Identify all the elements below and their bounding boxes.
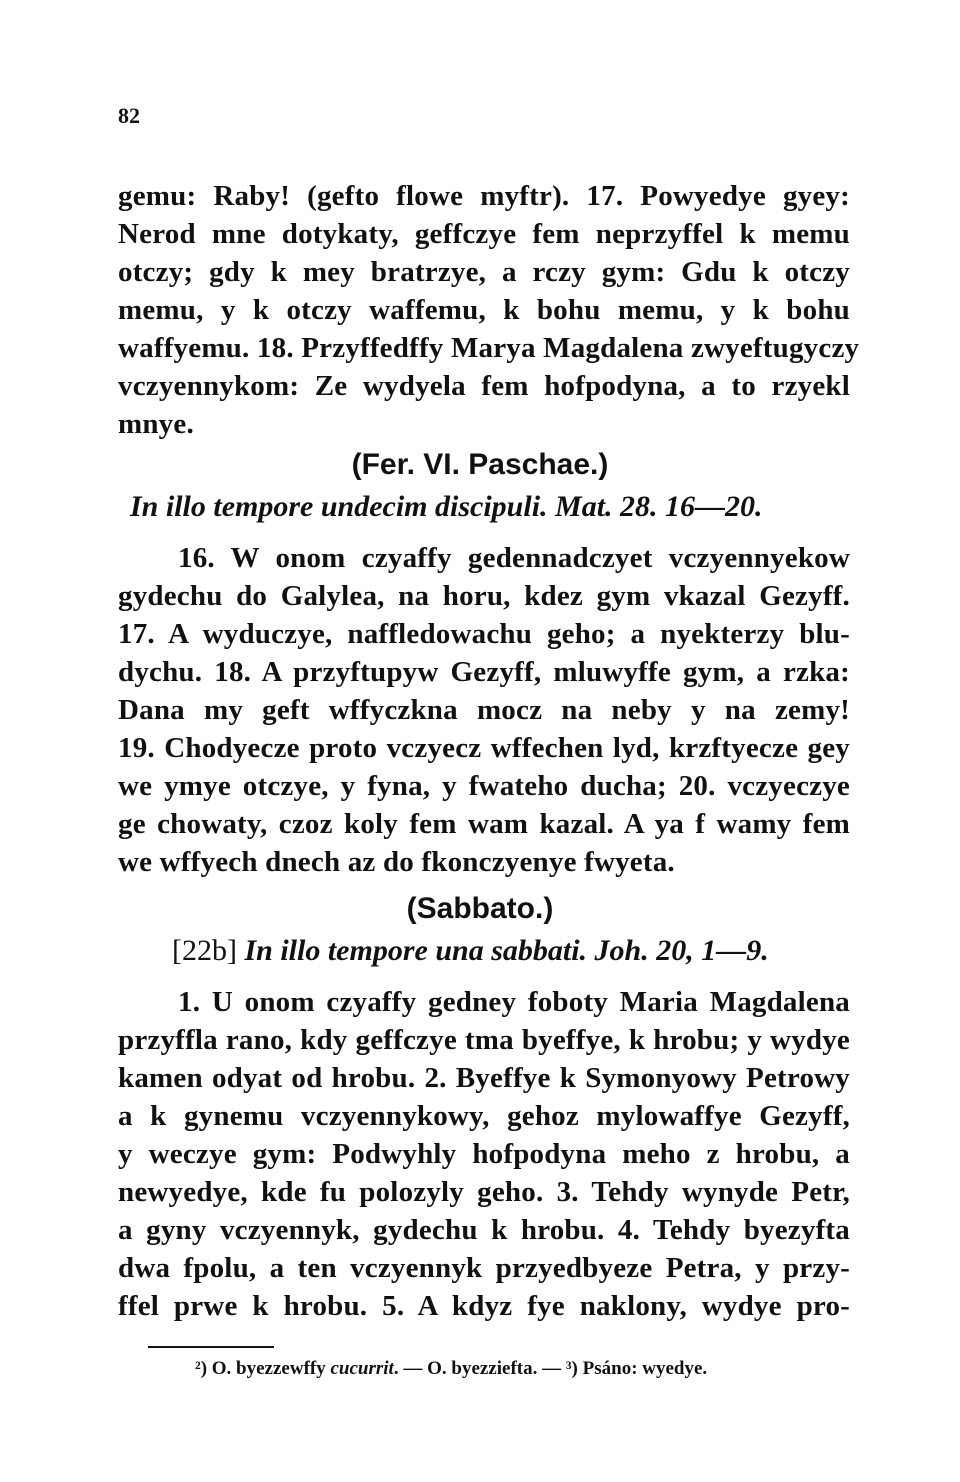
text-line: Nerod mne dotykaty, geffczye fem neprzyffel k memu [118, 218, 850, 250]
text-line: 16. W onom czyaffy gedennadczyet vczyennyekow [178, 542, 850, 574]
pericope-incipit: In illo tempore undecim discipuli. Mat. 28. 16—20. [130, 490, 763, 523]
text-line: gydechu do Galylea, na horu, kdez gym vkazal Gezyff. [118, 580, 850, 612]
text-line: 1. U onom czyaffy gedney foboty Maria Magdalena [178, 986, 850, 1018]
text-line: ge chowaty, czoz koly fem wam kazal. A ya f wamy fem [118, 808, 850, 840]
text-line: we ymye otczye, y fyna, y fwateho ducha; 20. vczyeczye [118, 770, 850, 802]
text-line: 17. A wyduczye, naffledowachu geho; a nyekterzy blu- [118, 618, 850, 650]
footnote-part: . — O. byezziefta. — ³) Psáno: wyedye. [393, 1358, 708, 1379]
text-line: przyffla rano, kdy geffczye tma byeffye, k hrobu; y wydye [118, 1024, 850, 1056]
text-line: we wffyech dnech az do fkonczyenye fwyeta. [118, 846, 675, 878]
text-line: a gyny vczyennyk, gydechu k hrobu. 4. Tehdy byezyfta [118, 1214, 850, 1246]
pericope-incipit [172, 934, 769, 968]
text-line: Dana my geft wffyczkna mocz na neby y na zemy! [118, 694, 850, 726]
text-line: waffyemu. 18. Przyffedffy Marya Magdalena zwyeftugyczy [118, 332, 860, 364]
footnote [195, 1358, 707, 1380]
footnote-italic: cucurrit [330, 1358, 394, 1379]
text-line: otczy; gdy k mey bratrzye, a rczy gym: Gdu k otczy [118, 256, 850, 288]
text-line: dwa fpolu, a ten vczyennyk przyedbyeze Petra, y przy- [118, 1252, 850, 1284]
text-line: y weczye gym: Podwyhly hofpodyna meho z hrobu, a [118, 1138, 850, 1170]
text-line: newyedye, kde fu polozyly geho. 3. Tehdy wynyde Petr, [118, 1176, 850, 1208]
footnote-part: ²) O. byezzewffy [195, 1358, 331, 1379]
page-number: 82 [118, 103, 140, 128]
text-line: kamen odyat od hrobu. 2. Byeffye k Symonyowy Petrowy [118, 1062, 850, 1094]
text-line: gemu: Raby! (gefto flowe myftr). 17. Powyedye gyey: [118, 180, 850, 212]
incipit-text: In illo tempore una sabbati. Joh. 20, 1—9. [244, 934, 769, 967]
text-line: a k gynemu vczyennykowy, gehoz mylowaffye Gezyff, [118, 1100, 850, 1132]
text-line: dychu. 18. A przyftupyw Gezyff, mluwyffe gym, a rzka: [118, 656, 850, 688]
text-line: ffel prwe k hrobu. 5. A kdyz fye naklony, wydye pro- [118, 1290, 850, 1322]
text-line: mnye. [118, 408, 194, 440]
section-heading: (Sabbato.) [406, 892, 554, 925]
folio-reference: [22b] [172, 934, 237, 967]
footnote-rule [148, 1346, 274, 1348]
section-heading: (Fer. VI. Paschae.) [351, 448, 609, 481]
text-line: vczyennykom: Ze wydyela fem hofpodyna, a to rzyekl [118, 370, 850, 402]
text-line: memu, y k otczy waffemu, k bohu memu, y k bohu [118, 294, 850, 326]
text-line: 19. Chodyecze proto vczyecz wffechen lyd, krzftyecze gey [118, 732, 850, 764]
